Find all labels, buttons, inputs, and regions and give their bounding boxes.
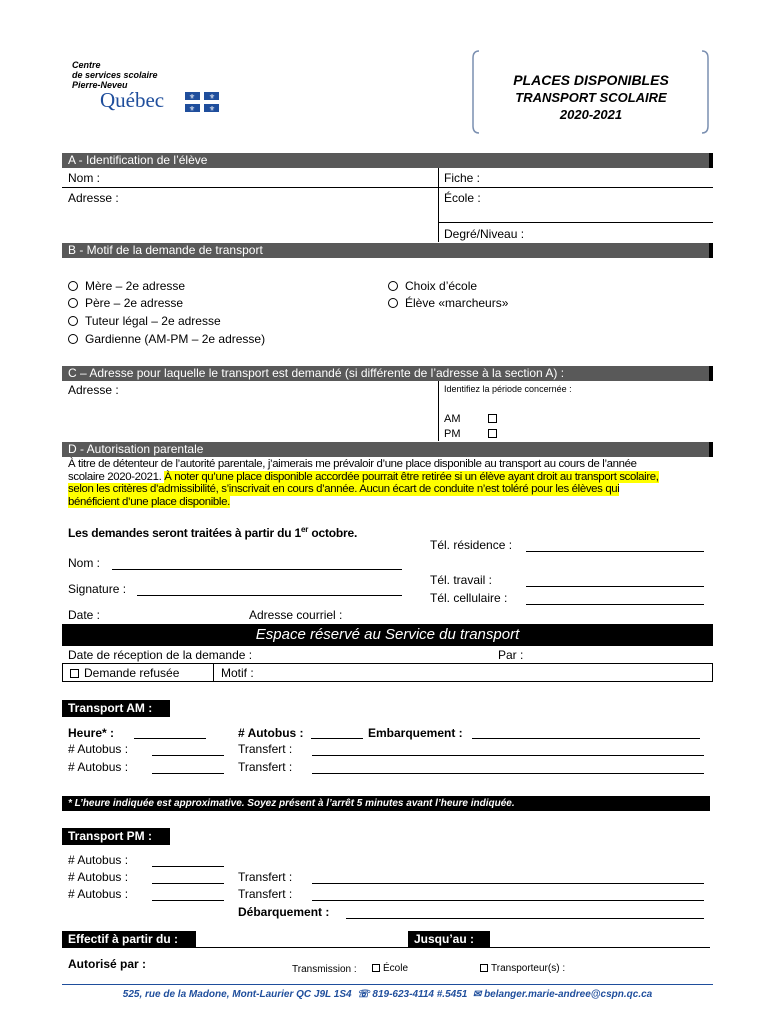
transmission-label: Transmission : [292,964,357,975]
am-checkbox[interactable] [488,414,497,423]
ecole-checkbox[interactable] [372,964,380,972]
section-a-title: A - Identification de l’élève [68,153,208,167]
date-reception-label: Date de réception de la demande : [68,648,253,662]
motif-gardienne-label: Gardienne (AM-PM – 2e adresse) [85,332,266,346]
nom-label: Nom : [68,171,101,185]
radio-circle-icon [68,334,78,344]
par-label: Par : [498,648,524,662]
pm-autobus1-label: # Autobus : [68,853,129,867]
motif-marcheurs-label: Élève «marcheurs» [405,296,509,310]
title-line3: 2020-2021 [559,107,623,122]
heure-label: Heure* : [68,726,115,740]
svg-text:⚜: ⚜ [208,106,216,112]
transmission-transporteur[interactable] [480,962,565,976]
footer-contact [62,989,713,1000]
quebec-wordmark: Québec [100,88,165,112]
email-icon: ✉ [472,989,482,1000]
demande-refusee[interactable] [70,666,179,680]
col-divider [438,168,439,242]
adresse-label: Adresse : [68,191,119,205]
refusee-label: Demande refusée [84,666,180,680]
refusee-checkbox[interactable] [70,669,79,678]
am-autobus1-label: # Autobus : [238,726,304,740]
motif-mere[interactable] [68,279,185,293]
footer-rule [62,984,713,985]
am-transfert2-field[interactable] [312,773,704,774]
form-title [480,72,702,123]
title-line2: TRANSPORT SCOLAIRE [515,90,667,105]
transmission-ecole[interactable] [372,962,408,976]
service-header [62,624,713,646]
section-d-header [62,442,713,457]
radio-circle-icon [68,298,78,308]
transport-pm-title: Transport PM : [68,829,153,843]
quebec-flag-icon [185,92,219,112]
am-autobus3-label: # Autobus : [68,760,129,774]
c-col-divider [438,381,439,441]
org-name-line2: de services scolaire [72,70,158,80]
heure-note-bar [62,796,710,811]
title-bracket-right [701,50,711,134]
para-line4: bénéficient d’une place disponible. [68,495,230,508]
motif-tuteur[interactable] [68,314,221,328]
heure-field[interactable] [134,738,206,739]
radio-circle-icon [388,281,398,291]
pm-transfert1-field[interactable] [312,883,704,884]
pm-autobus2-label: # Autobus : [68,870,129,884]
motif-pere[interactable] [68,296,183,310]
d-nom-label: Nom : [68,556,101,570]
pm-transfert2-label: Transfert : [238,887,293,901]
pm-transfert1-label: Transfert : [238,870,293,884]
footer-address: 525, rue de la Madone, Mont-Laurier QC J9L 1S4 [122,989,352,1000]
tel-residence-label: Tél. résidence : [430,538,513,552]
jusqu-header [408,931,490,948]
svg-text:⚜: ⚜ [208,94,216,101]
d-nom-field[interactable] [112,569,402,570]
pm-autobus3-label: # Autobus : [68,887,129,901]
am-autobus2-label: # Autobus : [68,742,129,756]
radio-circle-icon [388,298,398,308]
tel-travail-field[interactable] [526,586,704,587]
title-bracket-left [470,50,480,134]
tel-travail-label: Tél. travail : [430,573,493,587]
transport-am-title: Transport AM : [68,701,153,715]
section-d-title: D - Autorisation parentale [68,442,204,456]
am-transfert2-label: Transfert : [238,760,293,774]
am-autobus2-field[interactable] [152,755,224,756]
transporteur-checkbox[interactable] [480,964,488,972]
title-line1: PLACES DISPONIBLES [513,72,669,88]
embarquement-field[interactable] [472,738,700,739]
debarquement-field[interactable] [346,918,704,919]
radio-circle-icon [68,281,78,291]
section-c-header [62,366,713,381]
effectif-label: Effectif à partir du : [68,932,179,946]
tel-cellulaire-field[interactable] [526,604,704,605]
service-title: Espace réservé au Service du transport [255,626,520,643]
para-line1: À titre de détenteur de l’autorité parentale, j’aimerais me prévaloir d’une place disponible au transport au cours de l’année [68,458,637,470]
section-b-header [62,243,713,258]
ecole-divider [438,222,713,223]
org-logo [72,60,232,114]
transmission-transporteur-label: Transporteur(s) : [491,963,566,974]
period-pm[interactable] [444,427,502,441]
am-autobus3-field[interactable] [152,773,224,774]
motif-choix-ecole[interactable] [388,279,477,293]
effectif-field[interactable] [196,947,408,948]
fiche-label: Fiche : [444,171,481,185]
effectif-header [62,931,196,948]
jusqu-field[interactable] [490,947,710,948]
heure-note: * L’heure indiquée est approximative. Soyez présent à l’arrêt 5 minutes avant l’heure indiquée. [68,798,515,809]
section-a-header [62,153,713,168]
motif-pere-label: Père – 2e adresse [85,296,184,310]
courriel-label: Adresse courriel : [249,608,343,622]
motif-mere-label: Mère – 2e adresse [85,279,186,293]
pm-autobus3-field[interactable] [152,900,224,901]
jusqu-label: Jusqu’au : [414,932,475,946]
svg-text:⚜: ⚜ [188,106,196,112]
pm-transfert2-field[interactable] [312,900,704,901]
svg-text:⚜: ⚜ [188,94,196,101]
ecole-label: École : [444,191,481,205]
signature-field[interactable] [137,595,402,596]
row-divider [62,187,713,188]
footer-email[interactable]: belanger.marie-andree@cspn.qc.ca [484,989,653,1000]
radio-circle-icon [68,316,78,326]
degre-label: Degré/Niveau : [444,227,525,241]
pm-autobus1-field[interactable] [152,866,224,867]
am-transfert1-field[interactable] [312,755,704,756]
transmission-ecole-label: École [383,963,409,974]
period-am[interactable] [444,412,502,426]
am-label: AM [444,413,461,425]
motif-choix-ecole-label: Choix d’école [405,279,478,293]
am-transfert1-label: Transfert : [238,742,293,756]
footer-phone: 819-623-4114 #.5451 [372,989,468,1000]
org-name-line3: Pierre-Neveu [72,80,128,90]
traitees-note: Les demandes seront traitées à partir du 1er octobre. [68,525,358,540]
phone-icon: ☏ [357,989,370,1000]
signature-label: Signature : [68,582,127,596]
motif-tuteur-label: Tuteur légal – 2e adresse [85,314,221,328]
motif-gardienne[interactable] [68,332,265,346]
para-line2: scolaire 2020-2021. À noter qu’une place disponible accordée pourrait être retirée si un élève ayant droit au transport scolaire, [68,470,659,483]
org-name-line1: Centre [72,60,101,70]
autorise-label: Autorisé par : [68,957,147,971]
transport-am-header [62,700,170,717]
refusee-divider [213,663,214,682]
embarquement-label: Embarquement : [368,726,463,740]
tel-cellulaire-label: Tél. cellulaire : [430,591,508,605]
section-b-title: B - Motif de la demande de transport [68,243,263,257]
c-adresse-label: Adresse : [68,383,119,397]
motif-marcheurs[interactable] [388,296,508,310]
periode-label: Identifiez la période concernée : [444,384,572,394]
am-autobus1-field[interactable] [311,738,363,739]
para-line3: selon les critères d’admissibilité, s’inscrivait en cours d’année. Aucun écart de conduite n’est toléré pour les élèves qui [68,483,620,495]
pm-checkbox[interactable] [488,429,497,438]
debarquement-label: Débarquement : [238,905,330,919]
transport-pm-header [62,828,170,845]
motif-label: Motif : [221,666,254,680]
date-label: Date : [68,608,101,622]
section-c-title: C – Adresse pour laquelle le transport est demandé (si différente de l’adresse à la section A) : [68,366,565,380]
tel-residence-field[interactable] [526,551,704,552]
pm-label: PM [444,428,461,440]
pm-autobus2-field[interactable] [152,883,224,884]
authorization-paragraph [68,458,708,508]
